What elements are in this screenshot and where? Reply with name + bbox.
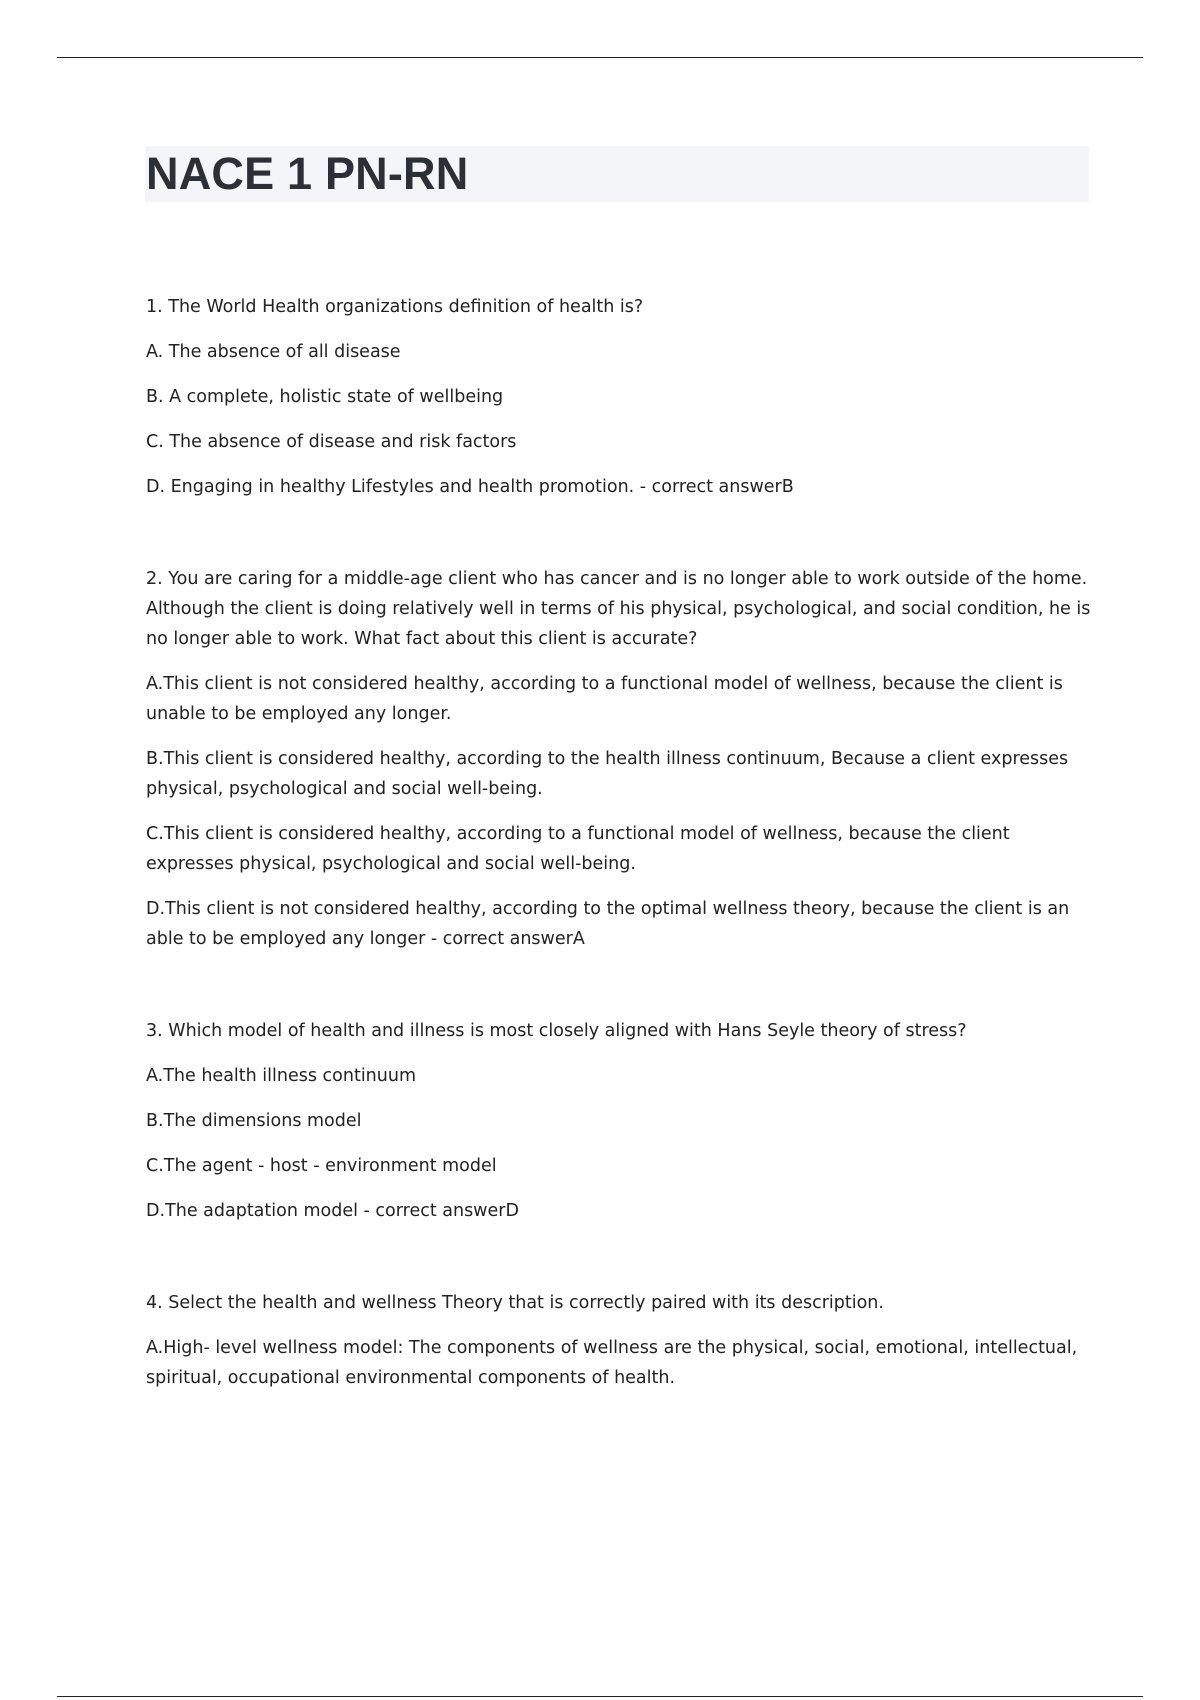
question-1 bbox=[146, 292, 1096, 502]
answer-option-a: A.This client is not considered healthy, according to a functional model of wellness, because the client is unable to be employed any longer. bbox=[146, 674, 1063, 724]
top-rule bbox=[57, 57, 1143, 58]
bottom-rule bbox=[57, 1696, 1143, 1697]
answer-option-a: A.High- level wellness model: The components of wellness are the physical, social, emotional, intellectual, spiritual, occupational environmental components of health. bbox=[146, 1338, 1078, 1388]
answer-option-b: B.This client is considered healthy, according to the health illness continuum, Because a client expresses physical, psychological and social well-being. bbox=[146, 749, 1069, 799]
answer-option-a: A. The absence of all disease bbox=[146, 342, 401, 362]
question-stem: 4. Select the health and wellness Theory that is correctly paired with its description. bbox=[146, 1293, 884, 1313]
question-4 bbox=[146, 1288, 1096, 1393]
question-3 bbox=[146, 1016, 1096, 1226]
question-stem: 2. You are caring for a middle-age client who has cancer and is no longer able to work outside of the home. Although the client is doing relatively well in terms of his physical, psychological, and social condition, he is no longer able to work. What fact about this client is accurate? bbox=[146, 569, 1091, 649]
answer-option-c: C. The absence of disease and risk factors bbox=[146, 432, 517, 452]
question-2 bbox=[146, 564, 1096, 954]
question-stem: 1. The World Health organizations definition of health is? bbox=[146, 297, 644, 317]
answer-option-d: D.The adaptation model - correct answerD bbox=[146, 1201, 519, 1221]
document-title: NACE 1 PN-RN bbox=[146, 148, 469, 199]
answer-option-d: D.This client is not considered healthy, according to the optimal wellness theory, because the client is an able to be employed any longer - correct answerA bbox=[146, 899, 1070, 949]
answer-option-b: B. A complete, holistic state of wellbeing bbox=[146, 387, 504, 407]
answer-option-a: A.The health illness continuum bbox=[146, 1066, 417, 1086]
answer-option-c: C.The agent - host - environment model bbox=[146, 1156, 497, 1176]
question-list bbox=[146, 292, 1096, 1393]
answer-option-d: D. Engaging in healthy Lifestyles and health promotion. - correct answerB bbox=[146, 477, 794, 497]
answer-option-b: B.The dimensions model bbox=[146, 1111, 362, 1131]
question-stem: 3. Which model of health and illness is most closely aligned with Hans Seyle theory of stress? bbox=[146, 1021, 967, 1041]
answer-option-c: C.This client is considered healthy, according to a functional model of wellness, because the client expresses physical, psychological and social well-being. bbox=[146, 824, 1010, 874]
